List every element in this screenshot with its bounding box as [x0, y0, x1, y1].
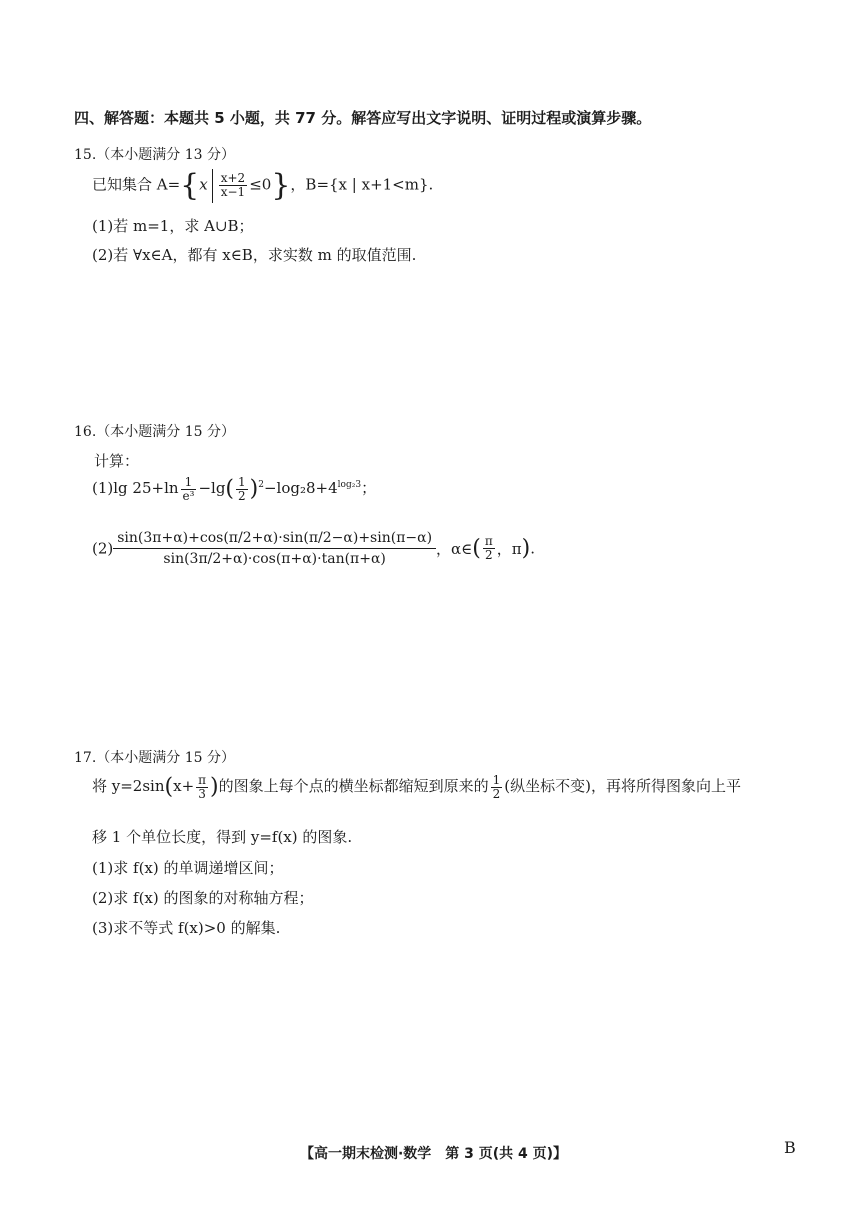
q15-fraction: $\frac{x+2}{x-1}$ [220, 171, 246, 199]
q16-part2-numerator: sin(3π+α)+cos(π/2+α)·sin(π/2−α)+sin(π−α) [113, 528, 436, 549]
q15-ineq: ≤0 [249, 175, 272, 194]
q15-part1: (1)若 m=1，求 A∪B； [92, 217, 254, 235]
paper-version-mark: B [784, 1138, 796, 1157]
section-heading: 四、解答题：本题共 5 小题，共 77 分。解答应写出文字说明、证明过程或演算步骤。 [74, 109, 652, 127]
q17-half-frac: $\frac{1}{2}$ [492, 773, 501, 801]
q17-header: 17.（本小题满分 15 分） [74, 750, 235, 766]
q17-part3: (3)求不等式 f(x)>0 的解集. [92, 919, 281, 937]
q15-intro-pre: 已知集合 A= [92, 175, 181, 194]
q15-header: 15.（本小题满分 13 分） [74, 147, 235, 163]
q16-header: 16.（本小题满分 15 分） [74, 424, 235, 440]
q16-part2-domain-frac: $\frac{\pi}{2}$ [484, 534, 493, 562]
q16-part2-denominator: sin(3π/2+α)·cos(π+α)·tan(π+α) [163, 551, 386, 567]
q15-intro: 已知集合 A={x $\frac{x+2}{x-1}$ ≤0}，B={x | x+1<m}. [92, 168, 434, 203]
q17-line2: 移 1 个单位长度，得到 y=f(x) 的图象. [92, 828, 353, 846]
page-footer: 【高一期末检测·数学 第 3 页(共 4 页)】 [299, 1146, 568, 1162]
q16-part1-half: $\frac{1}{2}$ [238, 475, 246, 503]
q16-instruction: 计算： [94, 452, 140, 470]
q15-part2: (2)若 ∀x∈A，都有 x∈B，求实数 m 的取值范围. [92, 246, 417, 264]
q17-pi-frac: $\frac{\pi}{3}$ [198, 773, 207, 801]
q15-set-var: x [199, 175, 208, 194]
q16-part2: (2) $\frac{\sin(3\pi+\alpha)+\cos(\pi/2+\alpha)\cdot\sin(\pi/2-\alpha)+\sin(\pi-\alpha)}{\sin(3\pi/2+\alpha)\cdot\cos(\pi+\alpha)\cdot\tan(\pi+\alpha)}$ ，α∈( $\frac{\pi}{2}$ ，π). [92, 530, 535, 567]
q17-line1: 将 y=2sin(x+ $\frac{\pi}{3}$ )的图象上每个点的横坐标都缩短到原来的 $\frac{1}{2}$ (纵坐标不变)，再将所得图象向上平 [92, 773, 741, 801]
q16-part1: (1)lg 25+ln $\frac{1}{\text{e³}}$ −lg( $\frac{1}{2}$ )$^2-\log_28+4^{log_23}$； [92, 475, 377, 503]
q16-part2-fraction [113, 528, 436, 569]
q15-intro-post: ，B={x | x+1<m}. [290, 175, 434, 194]
q16-part1-frac: $\frac{1}{\text{e³}}$ [182, 475, 195, 503]
q17-part1: (1)求 f(x) 的单调递增区间； [92, 859, 284, 877]
q17-part2: (2)求 f(x) 的图象的对称轴方程； [92, 889, 314, 907]
